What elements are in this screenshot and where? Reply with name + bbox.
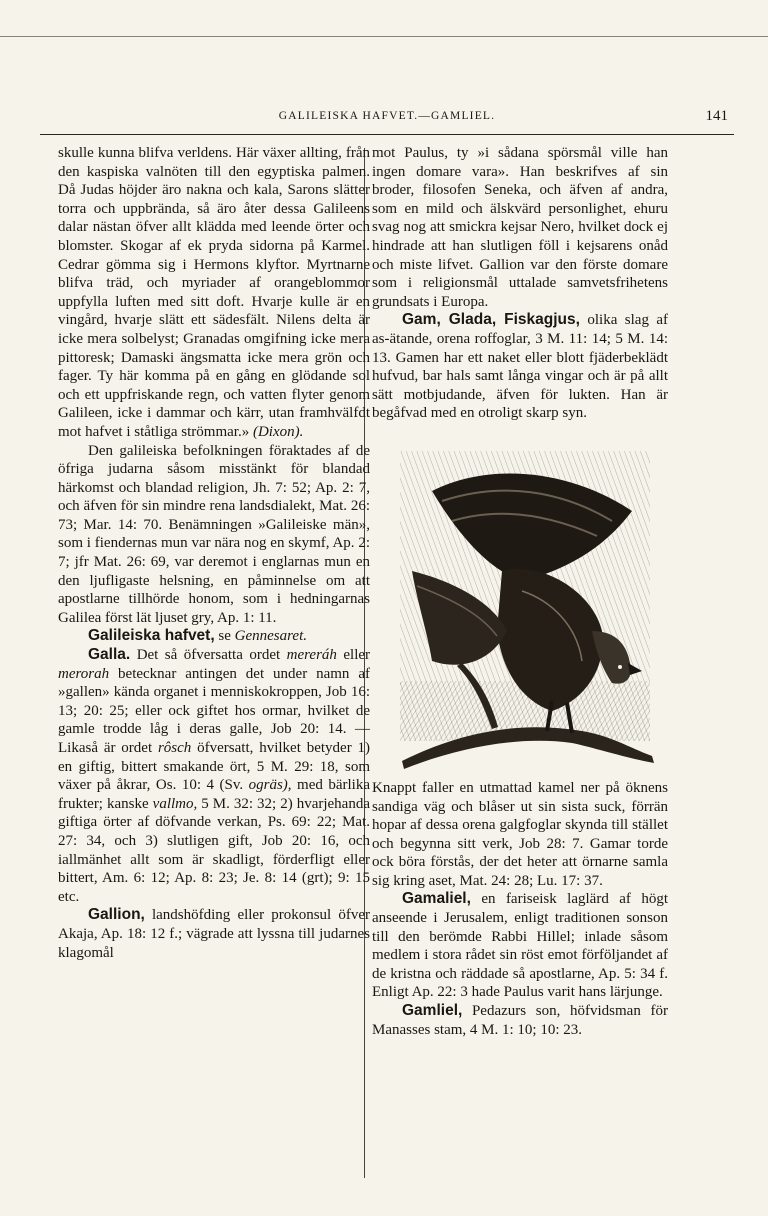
entry-term: Gamliel, bbox=[402, 1002, 463, 1020]
entry-galileiska-hafvet: Galileiska hafvet, se Gennesaret. bbox=[88, 627, 307, 645]
page-running-title: GALILEISKA HAFVET.—GAMLIEL. bbox=[278, 110, 496, 122]
entry-gallion: Gallion, landshöfding eller prokonsul öfver Akaja, Ap. 18: 12 f.; vägrade att lyssna till judarnes klagomål bbox=[58, 906, 371, 961]
running-header bbox=[40, 110, 734, 130]
citation: (Dixon). bbox=[252, 423, 304, 440]
vulture-engraving-icon bbox=[372, 431, 668, 773]
entry-gamliel: Gamliel, Pedazurs son, höfvidsman för Manasses stam, 4 M. 1: 10; 10: 23. bbox=[372, 1002, 668, 1038]
page-number: 141 bbox=[705, 108, 728, 124]
entry-galla: Galla. Det så öfversatta ordet mereráh eller merorah betecknar antingen det under namn af »gallen» kända organet i menniskokroppen, Job 16: 13; 20: 25; eller ock giftet hos ormar, hvilket de gamle trodde låg i deras galle, Job 20: 14. — Likaså är ordet rôsch öfversatt, hvilket betyder 1) en giftig, bittert smakande ört, 5 M. 29: 18, som växer på åkrar, Os. 10: 4 (Sv. ogräs), med bärlika frukter; kanske vallmo, 5 M. 32: 32; 2) hvarjehanda giftiga örter af döfvande verkan, Ps. 69: 22; Mat. 27: 34, och 3) slutligen gift, Job 20: 16, och iallmänhet allt som är skadligt, förderfligt eller bittert, Am. 6: 12; Ap. 8: 23; Je. 8: 14 (grt); 9: 15 etc. bbox=[58, 646, 371, 905]
right-paragraph-1: mot Paulus, ty »i sådana spörsmål ville han ingen domare vara». Han beskrifves af sin broder, filosofen Seneka, och äfven af andra, som en mild och älskvärd personlighet, ehuru svag nog att smickra kejsar Nero, hvilket dock ej hindrade att han slutligen föll i kejsarens onåd och miste lifvet. Gallion var den förste domare som i religionsmål uttalade samvetsfrihetens grundsats i Europa. bbox=[372, 145, 668, 310]
left-paragraph-2: Den galileiska befolkningen föraktades af de öfriga judarna såsom misstänkt för blandad härkomst och blandad religion, Jh. 7: 52; Ap. 2: 7, och äfven för sin mindre rena landsdialekt, Mat. 26: 73; Mar. 14: 70. Benämningen »Galileiske män», som i fiendernas mun var nära nog en skymf, Ap. 2: 7; jfr Mat. 26: 69, var deremot i englarnas mun en den ljufligaste helsning, en påminnelse om att apostlarne tillhörde honom, som i hedningarnas Galilea först lät ljuset gry, Ap. 1: 11. bbox=[58, 442, 370, 626]
entry-term: Galileiska hafvet, bbox=[88, 627, 215, 645]
entry-term: Gamaliel, bbox=[402, 890, 471, 908]
entry-term: Gam, Glada, Fiskagjus, bbox=[402, 311, 580, 329]
header-rule bbox=[40, 134, 734, 135]
entry-term: Galla. bbox=[88, 646, 131, 664]
left-column bbox=[58, 144, 370, 962]
entry-gam: Gam, Glada, Fiskagjus, olika slag af as-ätande, orena roffoglar, 3 M. 11: 14; 5 M. 14: 13. Gamen har ett naket eller blott fjäderbeklädt hufvud, bar hals samt långa vingar och är på allt sätt motbjudande, äfven för lukten. Han är begåfvad med en otroligt skarp syn. bbox=[372, 311, 669, 422]
vulture-illustration bbox=[372, 431, 668, 773]
top-scan-rule bbox=[0, 36, 768, 37]
right-paragraph-2: Knappt faller en utmattad kamel ner på öknens sandiga väg och blåser ut sin sista suck, förrän hopar af dessa orena galgfoglar skynda till stället och begynna sitt verk, Job 28: 7. Gamar torde ock böra förstås, der det heter att örnarne samla sig kring aset, Mat. 24: 28; Lu. 17: 37. bbox=[372, 779, 668, 889]
entry-term: Gallion, bbox=[88, 906, 145, 924]
cross-reference: Gennesaret. bbox=[234, 628, 307, 645]
right-column bbox=[372, 144, 668, 1039]
entry-gamaliel: Gamaliel, en fariseisk laglärd af högt anseende i Jerusalem, enligt traditionen sonson till den berömde Rabbi Hillel; inlade såsom medlem i stora rådet sin röst emot förföljandet af de kristna och räddade så apostlarne, Ap. 5: 34 f. Enligt Ap. 22: 3 hade Paulus varit hans lärjunge. bbox=[372, 890, 668, 1001]
left-paragraph-1: skulle kunna blifva verldens. Här växer allting, från den kaspiska valnöten till den egyptiska palmen. Då Judas höjder äro nakna och kala, Sarons slätter torra och uppbrända, så äro åter dessa Galileens dalar nästan öfver allt klädda med leende örter och blomster. Skogar af ek pryda sidorna på Karmel. Cedrar gömma sig i Hermons klyftor. Myrtnarne blifva träd, och myriader af orangeblommor uppfylla luften med sitt doft. Hvarje kulle är en vingård, hvarje slätt ett sädesfält. Nilens delta är icke mera solbelyst; Granadas omgifning icke mera pittoresk; Damaski ängsmatta icke mera grön och fager. Ty här komma på en gång en glödande sol och ett uppfriskande regn, och vatten flyter genom Galileen, icke i dammar och kärr, utan framhvälfdt mot hafvet i ståtliga strömmar.» (Dixon). bbox=[58, 145, 370, 440]
